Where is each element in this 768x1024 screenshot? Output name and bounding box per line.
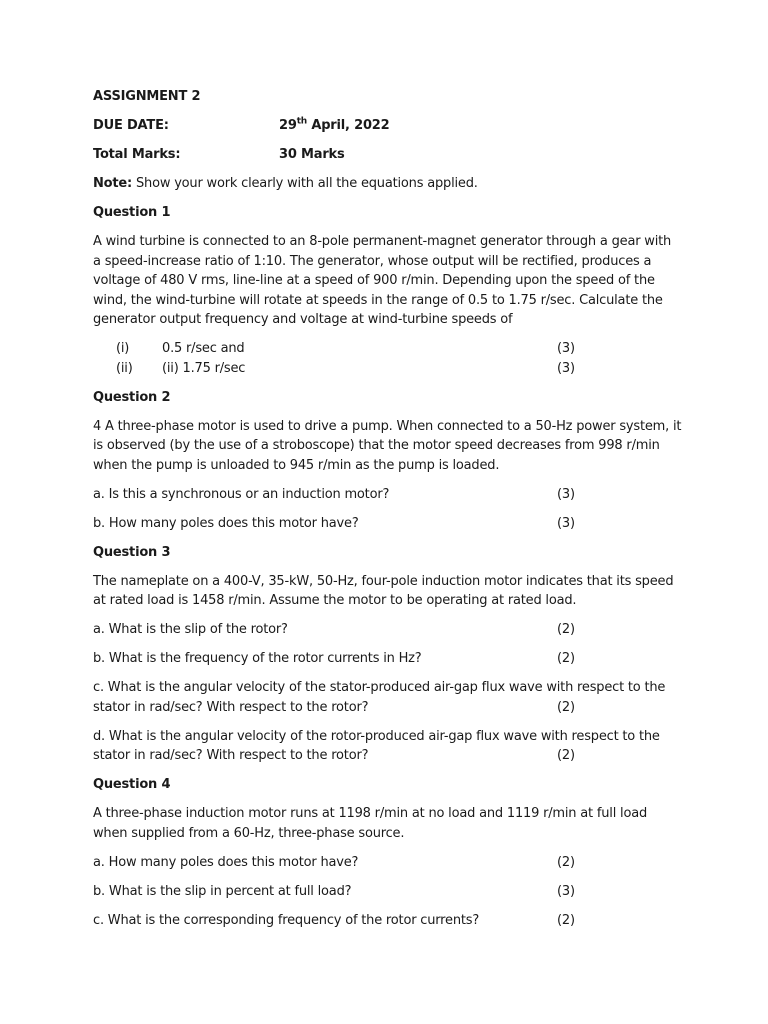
due-date-rest: April, 2022 (307, 118, 390, 133)
question-text-line: a speed-increase ratio of 1:10. The generator, whose output will be rectified, produces a (93, 253, 652, 269)
part-marks: (2) (557, 912, 575, 928)
question-4-part-a (93, 853, 693, 873)
question-3-intro (93, 572, 693, 611)
question-text-line: The nameplate on a 400-V, 35-kW, 50-Hz, four-pole induction motor indicates that its speed (93, 573, 674, 589)
total-marks-value: 30 Marks (279, 147, 345, 162)
note-label: Note: (93, 176, 133, 191)
question-text-line: when supplied from a 60-Hz, three-phase source. (93, 825, 405, 841)
part-text: b. What is the frequency of the rotor currents in Hz? (93, 651, 422, 666)
question-1-part-ii (93, 359, 693, 379)
due-date-day: 29 (279, 118, 297, 133)
question-4-part-b (93, 882, 693, 902)
part-text: a. What is the slip of the rotor? (93, 622, 288, 637)
part-text: b. What is the slip in percent at full load? (93, 883, 352, 899)
question-3-part-c (93, 678, 693, 717)
part-number: (i) (116, 341, 130, 356)
part-text: c. What is the angular velocity of the stator-produced air-gap flux wave with respect to the (93, 680, 666, 695)
assignment-title (93, 87, 693, 107)
document-page (93, 87, 693, 930)
part-number: (ii) (116, 360, 133, 376)
due-date-row (93, 116, 693, 136)
question-text-line: when the pump is unloaded to 945 r/min as the pump is loaded. (93, 457, 500, 473)
question-1-heading: Question 1 (93, 205, 171, 220)
question-text-line: generator output frequency and voltage at wind-turbine speeds of (93, 312, 513, 327)
part-text: stator in rad/sec? With respect to the rotor? (93, 748, 369, 763)
question-text-line: at rated load is 1458 r/min. Assume the motor to be operating at rated load. (93, 593, 577, 608)
part-marks: (2) (557, 651, 575, 666)
assignment-title-text: ASSIGNMENT 2 (93, 89, 201, 104)
total-marks-label: Total Marks: (93, 147, 181, 162)
question-3-part-b (93, 649, 693, 669)
question-4-intro (93, 804, 693, 843)
part-text: (ii) 1.75 r/sec (162, 360, 246, 376)
question-4-heading: Question 4 (93, 777, 171, 792)
question-3-heading: Question 3 (93, 544, 171, 560)
due-date-label: DUE DATE: (93, 118, 169, 133)
question-2-part-a (93, 485, 693, 505)
part-text: d. What is the angular velocity of the rotor-produced air-gap flux wave with respect to the (93, 728, 660, 744)
due-date-value (279, 116, 389, 136)
note-row (93, 174, 693, 194)
part-marks: (3) (557, 883, 575, 899)
question-2-part-b (93, 514, 693, 534)
question-text-line: voltage of 480 V rms, line-line at a speed of 900 r/min. Depending upon the speed of the (93, 273, 655, 288)
part-marks: (3) (557, 486, 575, 502)
part-marks: (2) (557, 854, 575, 870)
question-4-part-c (93, 911, 693, 931)
part-marks: (2) (557, 699, 575, 715)
question-text-line: is observed (by the use of a stroboscope) that the motor speed decreases from 998 r/min (93, 438, 660, 453)
part-marks: (3) (557, 360, 575, 376)
question-text-line: A three-phase induction motor runs at 1198 r/min at no load and 1119 r/min at full load (93, 806, 648, 821)
question-2-intro (93, 417, 693, 476)
part-text: b. How many poles does this motor have? (93, 515, 359, 531)
part-text: 0.5 r/sec and (162, 341, 245, 356)
question-text-line: wind, the wind-turbine will rotate at speeds in the range of 0.5 to 1.75 r/sec. Calculate the (93, 292, 663, 308)
part-text: c. What is the corresponding frequency of the rotor currents? (93, 912, 480, 928)
question-1-intro (93, 232, 693, 330)
part-marks: (2) (557, 622, 575, 637)
question-3-part-d (93, 727, 693, 766)
part-marks: (3) (557, 515, 575, 531)
question-text-line: 4 A three-phase motor is used to drive a pump. When connected to a 50-Hz power system, it (93, 418, 682, 434)
question-3-part-a (93, 620, 693, 640)
due-date-suffix: th (296, 116, 308, 127)
total-marks-row (93, 145, 693, 165)
question-2-heading: Question 2 (93, 389, 171, 405)
note-text: Show your work clearly with all the equations applied. (132, 176, 478, 191)
part-marks: (3) (557, 341, 575, 356)
question-1-part-i (93, 339, 693, 359)
question-text-line: A wind turbine is connected to an 8-pole permanent-magnet generator through a gear with (93, 234, 672, 249)
part-text: stator in rad/sec? With respect to the rotor? (93, 699, 369, 715)
part-text: a. How many poles does this motor have? (93, 854, 359, 870)
part-marks: (2) (557, 748, 575, 763)
part-text: a. Is this a synchronous or an induction motor? (93, 486, 390, 502)
